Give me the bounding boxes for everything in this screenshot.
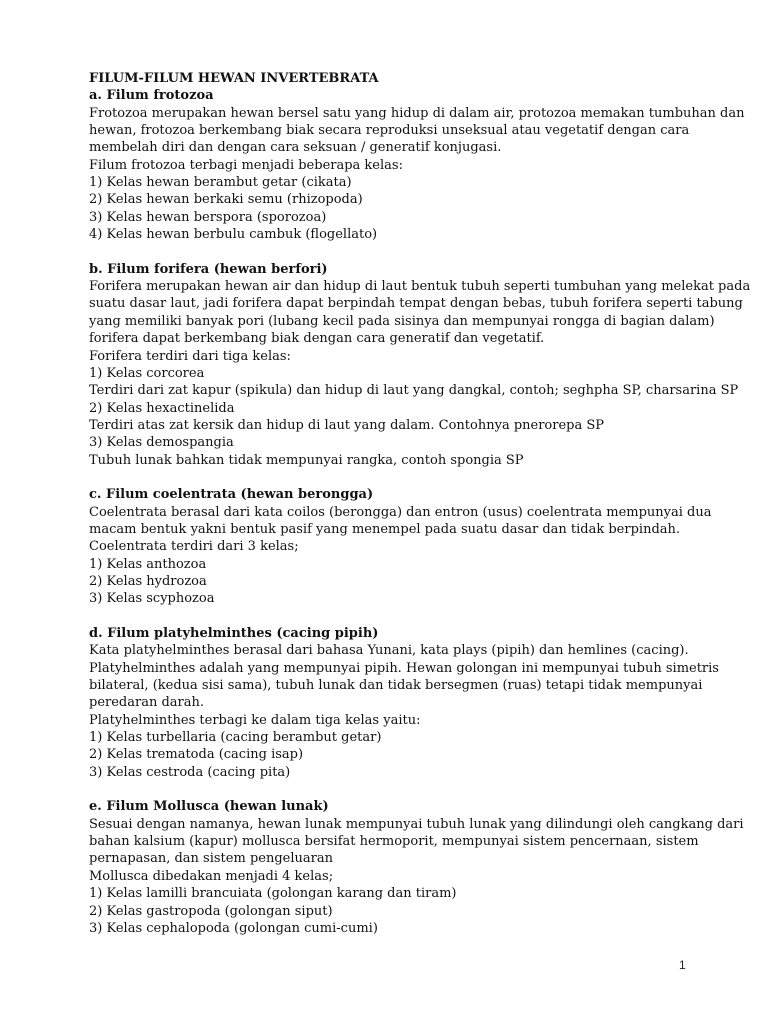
section-heading: a. Filum frotozoa <box>89 88 214 104</box>
paragraph-line: Kata platyhelminthes berasal dari bahasa Yunani, kata plays (pipih) dan hemlines (cacing). <box>89 643 689 659</box>
paragraph-line: Platyhelminthes adalah yang mempunyai pipih. Hewan golongan ini mempunyai tubuh simetris <box>89 660 719 676</box>
paragraph-line: Forifera merupakan hewan air dan hidup di laut bentuk tubuh seperti tumbuhan yang melekat pada <box>89 279 751 295</box>
paragraph-line: Coelentrata terdiri dari 3 kelas; <box>89 539 299 555</box>
paragraph-line: peredaran darah. <box>89 695 205 711</box>
paragraph-line: yang memiliki banyak pori (lubang kecil pada sisinya dan mempunyai rongga di bagian dalam) <box>89 313 715 329</box>
document-title: FILUM-FILUM HEWAN INVERTEBRATA <box>89 71 379 86</box>
list-item: 2) Kelas hewan berkaki semu (rhizopoda) <box>89 192 363 208</box>
paragraph-line: Filum frotozoa terbagi menjadi beberapa kelas: <box>89 157 403 173</box>
paragraph-line: macam bentuk yakni bentuk pasif yang menempel pada suatu dasar dan tidak berpindah. <box>89 521 681 537</box>
paragraph-line: Terdiri atas zat kersik dan hidup di laut yang dalam. Contohnya pnerorepa SP <box>89 417 605 433</box>
page-number: 1 <box>679 958 686 972</box>
paragraph-line: suatu dasar laut, jadi forifera dapat berpindah tempat dengan bebas, tubuh forifera seperti tabung <box>89 296 743 312</box>
paragraph-line: Platyhelminthes terbagi ke dalam tiga kelas yaitu: <box>89 712 421 728</box>
list-item: 3) Kelas demospangia <box>89 435 234 451</box>
list-item: 2) Kelas hydrozoa <box>89 573 207 589</box>
list-item: 4) Kelas hewan berbulu cambuk (flogellato) <box>89 227 378 243</box>
document-body <box>89 70 751 937</box>
list-item: 3) Kelas hewan berspora (sporozoa) <box>89 209 327 225</box>
paragraph-line: Sesuai dengan namanya, hewan lunak mempunyai tubuh lunak yang dilindungi oleh cangkang dari <box>89 816 744 832</box>
section-mollusca <box>89 798 744 937</box>
paragraph-line: forifera dapat berkembang biak dengan cara generatif dan vegetatif. <box>89 331 545 347</box>
paragraph-line: Mollusca dibedakan menjadi 4 kelas; <box>89 868 334 884</box>
section-protozoa <box>89 87 745 243</box>
section-platyhelminthes <box>89 625 719 781</box>
paragraph-line: bilateral, (kedua sisi sama), tubuh lunak dan tidak bersegmen (ruas) tetapi tidak mempunyai <box>89 678 703 694</box>
section-spacer <box>89 608 709 625</box>
section-spacer <box>89 781 709 798</box>
list-item: 3) Kelas cephalopoda (golongan cumi-cumi) <box>89 920 378 936</box>
list-item: 1) Kelas anthozoa <box>89 556 207 572</box>
list-item: 1) Kelas hewan berambut getar (cikata) <box>89 175 352 191</box>
list-item: 1) Kelas turbellaria (cacing berambut getar) <box>89 730 382 746</box>
section-spacer <box>89 469 709 486</box>
paragraph-line: membelah diri dan dengan cara seksuan / generatif konjugasi. <box>89 140 502 156</box>
section-porifera <box>89 261 751 469</box>
paragraph-line: Coelentrata berasal dari kata coilos (berongga) dan entron (usus) coelentrata mempunyai dua <box>89 504 712 520</box>
paragraph-line: pernapasan, dan sistem pengeluaran <box>89 851 333 867</box>
paragraph-line: Tubuh lunak bahkan tidak mempunyai rangka, contoh spongia SP <box>89 452 524 468</box>
list-item: 1) Kelas lamilli brancuiata (golongan karang dan tiram) <box>89 886 457 902</box>
list-item: 2) Kelas trematoda (cacing isap) <box>89 747 304 763</box>
section-coelenterata <box>89 486 712 607</box>
section-heading: b. Filum forifera (hewan berfori) <box>89 261 328 277</box>
paragraph-line: Forifera terdiri dari tiga kelas: <box>89 348 291 364</box>
list-item: 2) Kelas gastropoda (golongan siput) <box>89 903 333 919</box>
section-heading: e. Filum Mollusca (hewan lunak) <box>89 799 329 815</box>
list-item: 3) Kelas cestroda (cacing pita) <box>89 764 291 780</box>
paragraph-line: hewan, frotozoa berkembang biak secara reproduksi unseksual atau vegetatif dengan cara <box>89 123 690 139</box>
section-heading: d. Filum platyhelminthes (cacing pipih) <box>89 626 379 641</box>
list-item: 3) Kelas scyphozoa <box>89 591 215 607</box>
paragraph-line: Frotozoa merupakan hewan bersel satu yang hidup di dalam air, protozoa memakan tumbuhan dan <box>89 105 745 121</box>
section-heading: c. Filum coelentrata (hewan berongga) <box>89 487 374 503</box>
paragraph-line: bahan kalsium (kapur) mollusca bersifat hermoporit, mempunyai sistem pencernaan, sistem <box>89 834 699 850</box>
list-item: 1) Kelas corcorea <box>89 365 205 381</box>
list-item: 2) Kelas hexactinelida <box>89 400 235 416</box>
section-spacer <box>89 243 709 260</box>
paragraph-line: Terdiri dari zat kapur (spikula) dan hidup di laut yang dangkal, contoh; seghpha SP, charsarina SP <box>89 383 739 399</box>
